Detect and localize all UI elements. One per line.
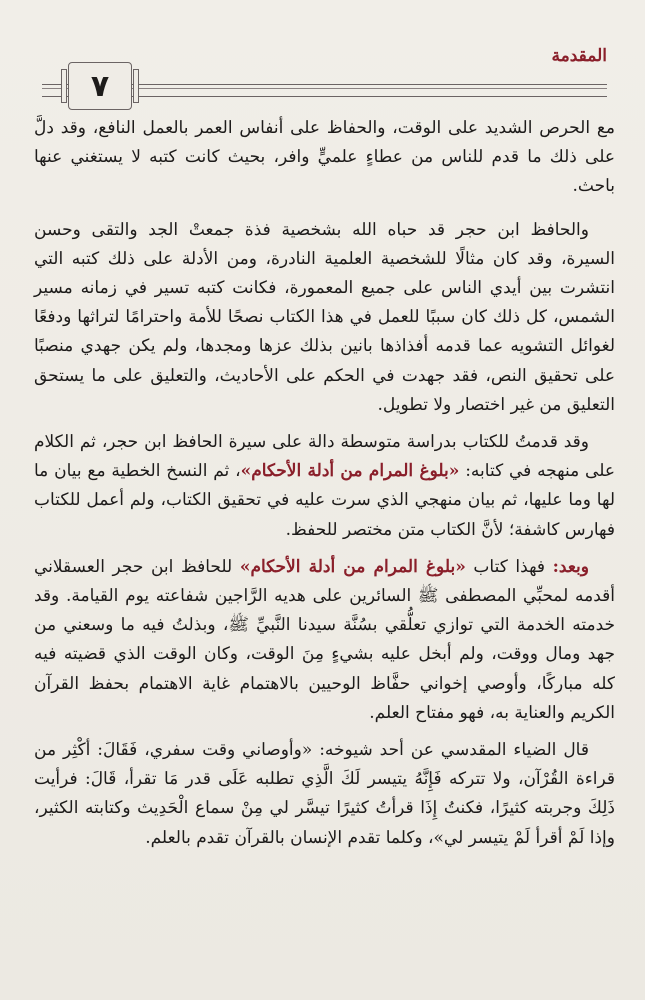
paragraph-2-text: والحافظ ابن حجر قد حباه الله بشخصية فذة جمعتْ الجد والتقى وحسن السيرة، وقد كان مثالًا للشخصية العلمية النادرة، ومن الأدلة على ذلك كتبه التي انتشرت بين أيدي الناس على جميع المعمورة، فكانت كتبه تسير في زمانه مسير الشمس، كل ذلك كان سببًا للعمل في هذا الكتاب نصحًا للأمة واحترامًا لتراثها ودفعًا لغوائل التشويه عما قدمه أفذاذها بانين بذلك عزها ومجدها، ولم يكن جهدي منصبًا على تحقيق النص، فقد جهدت في الحكم على الأحاديث، والتعليق على ما يستحق التعليق من غير اختصار ولا تطويل. (34, 219, 615, 415)
paragraph-3 (34, 428, 615, 545)
body-text (34, 114, 615, 861)
paragraph-3-text-after: ، ثم النسخ الخطية مع بيان ما لها وما عليها، ثم بيان منهجي الذي سرت عليه في تحقيق الكتاب، ولم أعمل للكتاب فهارس كاشفة؛ لأنَّ الكتاب متن مختصر للحفظ. (34, 461, 615, 540)
paragraph-4 (34, 553, 615, 728)
lead-word: وبعد: (552, 556, 589, 577)
paragraph-1 (34, 114, 615, 202)
book-title-reference: «بلوغ المرام من أدلة الأحكام» (240, 461, 460, 482)
running-header (0, 38, 645, 108)
paragraph-4-text-after: للحافظ ابن حجر العسقلاني أقدمه لمحبِّي المصطفى ﷺ السائرين على هديه الرَّاجين شفاعته يوم القيامة. وقد خدمته الخدمة التي توازي تعلُّقي بسُنَّة سيدنا النَّبيِّ ﷺ، وبذلتُ فيه ما وسعني من جهد ومال ووقت، ولم أبخل عليه بشيءٍ مِنَ الوقت، وكان الوقت الذي قضيته فيه كله مباركًا، وأوصي إخواني حفَّاظ الوحيين بالاهتمام غاية الاهتمام بحفظ القرآن الكريم والعناية به، فهو مفتاح العلم. (34, 556, 615, 723)
book-title-reference: «بلوغ المرام من أدلة الأحكام» (239, 556, 466, 577)
chapter-title: المقدمة (551, 46, 607, 66)
paragraph-4-text-before: فهذا كتاب (465, 556, 553, 577)
paragraph-5 (34, 736, 615, 853)
paragraph-2 (34, 216, 615, 420)
page-number: ٧ (68, 62, 132, 110)
paragraph-1-text: مع الحرص الشديد على الوقت، والحفاظ على أنفاس العمر بالعمل النافع، وقد دلَّ على ذلك ما قدم للناس من عطاءٍ علميٍّ وافر، بحيث كانت كتبه لا يستغني عنها باحث. (34, 118, 615, 197)
paragraph-3-text-before: وقد قدمتُ للكتاب بدراسة متوسطة دالة على سيرة الحافظ ابن حجر، ثم الكلام على منهجه في كتابه: (34, 432, 615, 482)
paragraph-5-text: قال الضياء المقدسي عن أحد شيوخه: «وأوصاني وقت سفري، فَقَالَ: أكْثِر من قراءة القُرْآن، ولا تتركه فَإِنَّهُ يتيسر لَكَ الَّذِي تطلبه عَلَى قدر مَا تقرأ، قَالَ: فرأيت ذَلِكَ وجربته كثيرًا، فكنتُ إِذَا قرأتُ كثيرًا تيسَّر لي مِنْ سماع الْحَدِيث وكتابته الكثير، وإذا لَمْ أقرأ لَمْ يتيسر لي»، وكلما تقدم الإنسان بالقرآن تقدم بالعلم. (34, 740, 615, 848)
